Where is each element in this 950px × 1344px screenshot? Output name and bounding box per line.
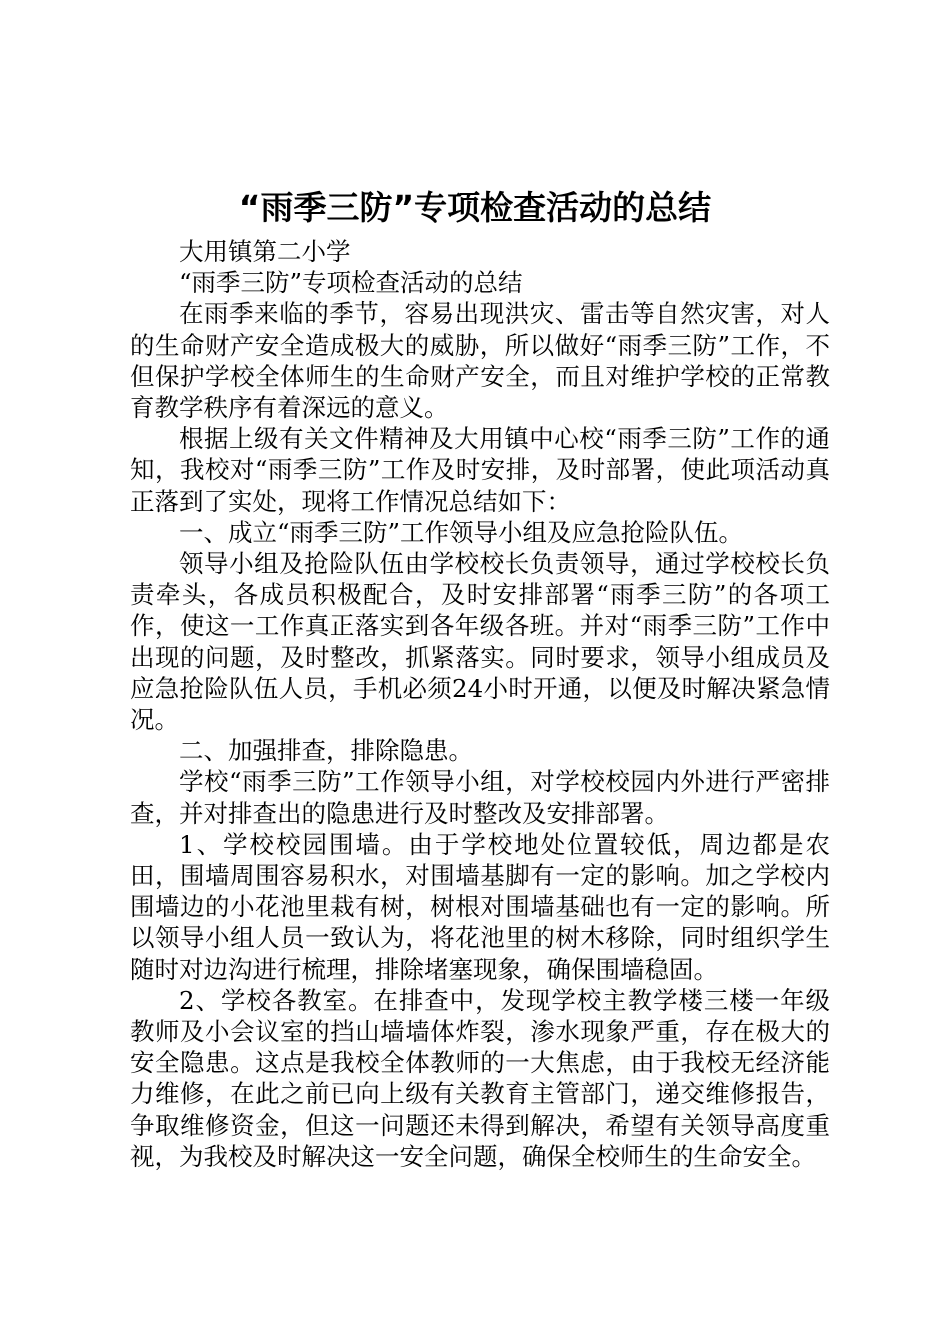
school-name: 大用镇第二小学 (179, 237, 351, 266)
section-heading-2: 二、加强排查，排除隐患。 (179, 736, 473, 766)
section-heading-1: 一、成立“雨季三防”工作领导小组及应急抢险队伍。 (179, 517, 744, 547)
paragraph-leadership: 领导小组及抢险队伍由学校校长负责领导，通过学校校长负责牵头，各成员积极配合，及时安排部署“雨季三防”的各项工作，使这一工作真正落实到各年级各班。并对“雨季三防”工作中出现的问题，及时整改，抓紧落实。同时要求，领导小组成员及应急抢险队伍人员，手机必须24小时开通，以便及时解决紧急情况。 (130, 549, 830, 735)
paragraph-item-1: 1、学校校园围墙。由于学校地处位置较低，周边都是农田，围墙周围容易积水，对围墙基脚有一定的影响。加之学校内围墙边的小花池里栽有树，树根对围墙基础也有一定的影响。所以领导小组人员一致认为，将花池里的树木移除，同时组织学生随时对边沟进行梳理，排除堵塞现象，确保围墙稳固。 (130, 829, 830, 984)
paragraph-intro: 在雨季来临的季节，容易出现洪灾、雷击等自然灾害，对人的生命财产安全造成极大的威胁，所以做好“雨季三防”工作，不但保护学校全体师生的生命财产安全，而且对维护学校的正常教育教学秩序有着深远的意义。 (130, 299, 830, 423)
document-body (130, 236, 830, 1172)
subtitle: “雨季三防”专项检查活动的总结 (179, 268, 523, 298)
document-title: “雨季三防”专项检查活动的总结 (238, 188, 712, 227)
paragraph-basis: 根据上级有关文件精神及大用镇中心校“雨季三防”工作的通知，我校对“雨季三防”工作及时安排，及时部署，使此项活动真正落到了实处，现将工作情况总结如下： (130, 424, 830, 516)
paragraph-inspection: 学校“雨季三防”工作领导小组，对学校校园内外进行严密排查，并对排查出的隐患进行及时整改及安排部署。 (130, 767, 830, 828)
paragraph-item-2: 2、学校各教室。在排查中，发现学校主教学楼三楼一年级教师及小会议室的挡山墙墙体炸裂，渗水现象严重，存在极大的安全隐患。这点是我校全体教师的一大焦虑，由于我校无经济能力维修，在此之前已向上级有关教育主管部门，递交维修报告，争取维修资金，但这一问题还未得到解决，希望有关领导高度重视，为我校及时解决这一安全问题，确保全校师生的生命安全。 (130, 985, 830, 1171)
